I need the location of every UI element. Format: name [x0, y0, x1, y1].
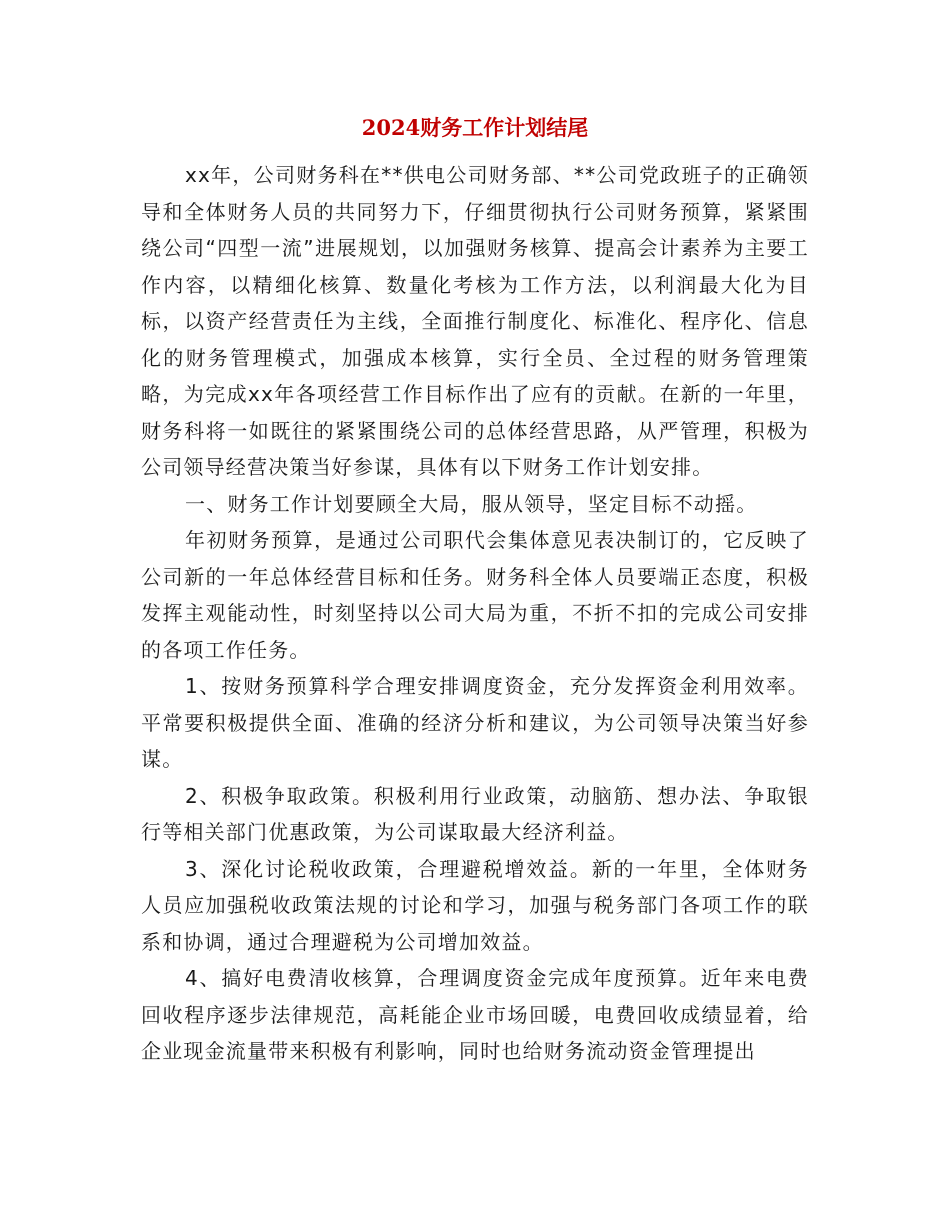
paragraph-item-3: 3、深化讨论税收政策，合理避税增效益。新的一年里，全体财务人员应加强税收政策法规的讨论和学习，加强与税务部门各项工作的联系和协调，通过合理避税为公司增加效益。: [141, 856, 809, 954]
paragraph-item-2: 2、积极争取政策。积极利用行业政策，动脑筋、想办法、争取银行等相关部门优惠政策，为公司谋取最大经济利益。: [141, 783, 809, 844]
paragraph-item-1: 1、按财务预算科学合理安排调度资金，充分发挥资金利用效率。平常要积极提供全面、准确的经济分析和建议，为公司领导决策当好参谋。: [141, 674, 809, 771]
paragraph-section-heading: 一、财务工作计划要顾全大局，服从领导，坚定目标不动摇。: [185, 491, 758, 516]
paragraph-item-4: 4、搞好电费清收核算，合理调度资金完成年度预算。近年来电费回收程序逐步法律规范，高耗能企业市场回暖，电费回收成绩显着，给企业现金流量带来积极有利影响，同时也给财务流动资金管理提出: [141, 966, 809, 1063]
document-body: [141, 157, 809, 1070]
paragraph-budget: 年初财务预算，是通过公司职代会集体意见表决制订的，它反映了公司新的一年总体经营目标和任务。财务科全体人员要端正态度，积极发挥主观能动性，时刻坚持以公司大局为重，不折不扣的完成公司安排的各项工作任务。: [141, 528, 809, 662]
paragraph-intro: xx年，公司财务科在**供电公司财务部、**公司党政班子的正确领导和全体财务人员的共同努力下，仔细贯彻执行公司财务预算，紧紧围绕公司“四型一流”进展规划，以加强财务核算、提高会计素养为主要工作内容，以精细化核算、数量化考核为工作方法，以利润最大化为目标，以资产经营责任为主线，全面推行制度化、标准化、程序化、信息化的财务管理模式，加强成本核算，实行全员、全过程的财务管理策略，为完成xx年各项经营工作目标作出了应有的贡献。在新的一年里，财务科将一如既往的紧紧围绕公司的总体经营思路，从严管理，积极为公司领导经营决策当好参谋，具体有以下财务工作计划安排。: [141, 163, 809, 479]
document-title: 2024财务工作计划结尾: [361, 115, 589, 140]
